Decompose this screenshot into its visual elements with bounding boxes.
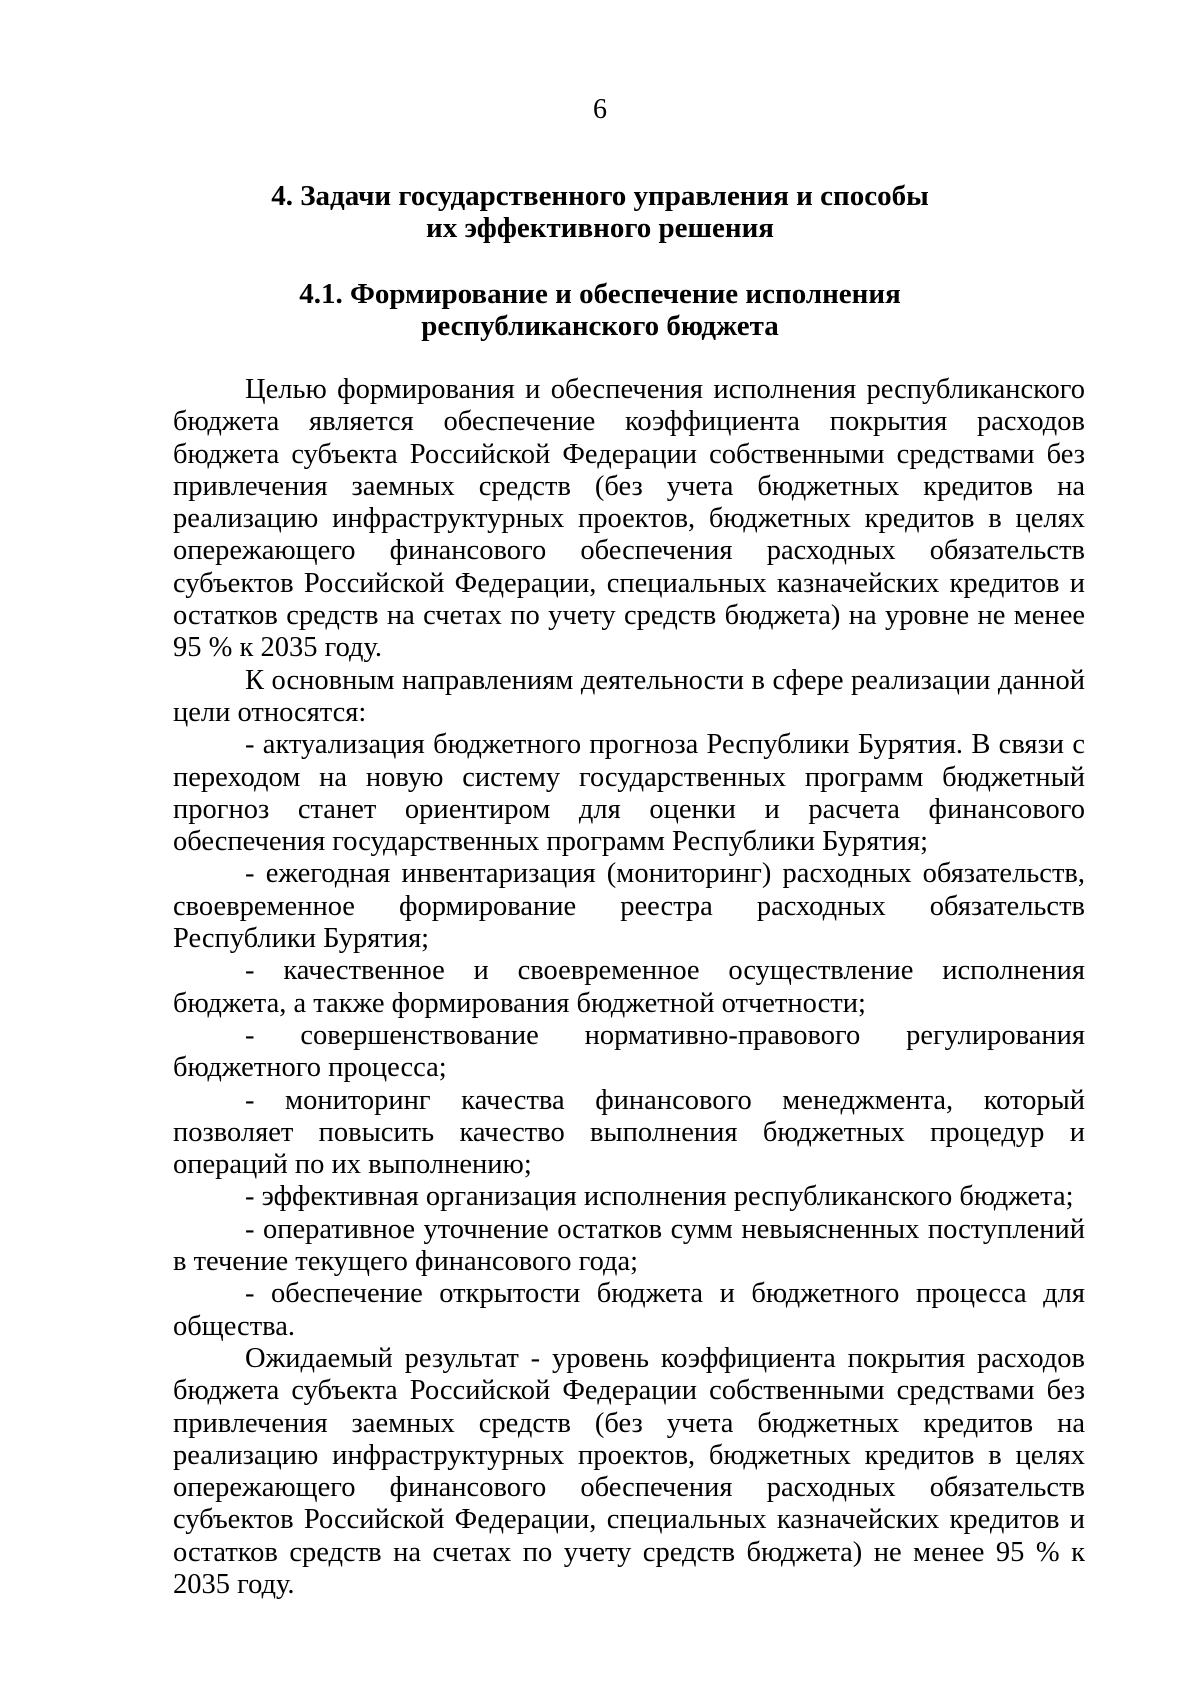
list-item: - оперативное уточнение остатков сумм невыясненных поступлений в течение текущего финансового года; bbox=[173, 1213, 1085, 1278]
list-item: - эффективная организация исполнения республиканского бюджета; bbox=[245, 1181, 1074, 1213]
subsection-title bbox=[0, 278, 1200, 342]
list-item: - мониторинг качества финансового менеджмента, который позволяет повысить качество выполнения бюджетных процедур и операций по их выполнению; bbox=[173, 1084, 1085, 1181]
list-item: - качественное и своевременное осуществление исполнения бюджета, а также формирования бюджетной отчетности; bbox=[173, 955, 1085, 1019]
section-title-line-2: их эффективного решения bbox=[425, 212, 774, 244]
result-paragraph: Ожидаемый результат - уровень коэффициента покрытия расходов бюджета субъекта Российской Федерации собственными средствами без привлечения заемных средств (без учета бюджетных кредитов на реализацию инфраструктурных проектов, бюджетных кредитов в целях опережающего финансового обеспечения расходных обязательств субъектов Российской Федерации, специальных казначейских кредитов и остатков средств на счетах по учету средств бюджета) не менее 95 % к 2035 году. bbox=[173, 1342, 1085, 1600]
goal-paragraph: Целью формирования и обеспечения исполнения республиканского бюджета является обеспечение коэффициента покрытия расходов бюджета субъекта Российской Федерации собственными средствами без привлечения заемных средств (без учета бюджетных кредитов на реализацию инфраструктурных проектов, бюджетных кредитов в целях опережающего финансового обеспечения расходных обязательств субъектов Российской Федерации, специальных казначейских кредитов и остатков средств на счетах по учету средств бюджета) на уровне не менее 95 % к 2035 году. bbox=[173, 374, 1085, 664]
body-text bbox=[173, 374, 1085, 1601]
directions-intro-paragraph: К основным направлениям деятельности в сфере реализации данной цели относятся: bbox=[173, 664, 1085, 728]
subsection-title-line-2: республиканского бюджета bbox=[421, 310, 779, 342]
page-number: 6 bbox=[593, 94, 607, 125]
list-item: - ежегодная инвентаризация (мониторинг) расходных обязательств, своевременное формирование реестра расходных обязательств Республики Бурятия; bbox=[173, 858, 1085, 955]
section-title-line-1: 4. Задачи государственного управления и способы bbox=[271, 180, 929, 212]
list-item: - актуализация бюджетного прогноза Республики Бурятия. В связи с переходом на новую систему государственных программ бюджетный прогноз станет ориентиром для оценки и расчета финансового обеспечения государственных программ Республики Бурятия; bbox=[173, 729, 1085, 858]
section-title bbox=[0, 180, 1200, 244]
list-item: - обеспечение открытости бюджета и бюджетного процесса для общества. bbox=[173, 1278, 1085, 1342]
subsection-title-line-1: 4.1. Формирование и обеспечение исполнения bbox=[299, 278, 901, 310]
list-item: - совершенствование нормативно-правового регулирования бюджетного процесса; bbox=[173, 1019, 1085, 1084]
